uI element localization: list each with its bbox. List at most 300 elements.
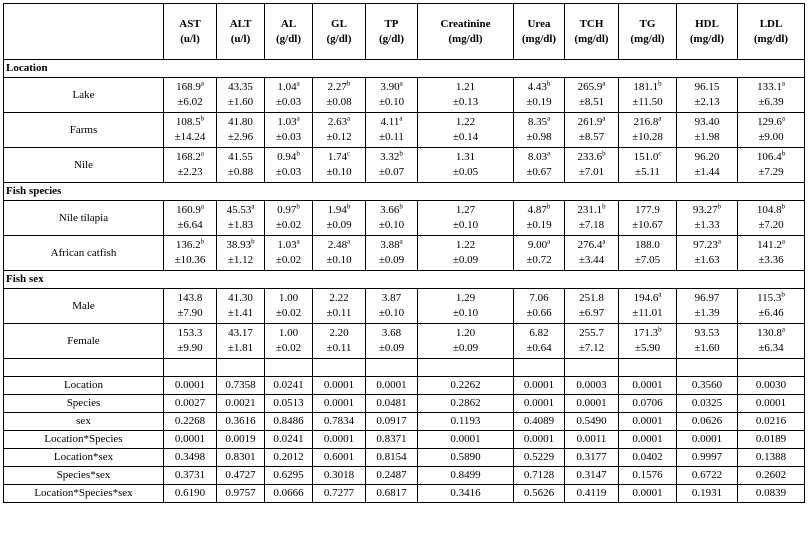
- mean-value: 96.97: [694, 292, 720, 304]
- row-label: Female: [4, 324, 164, 359]
- pvalue-cell: 0.8486: [265, 413, 313, 431]
- mean-se-cell: [366, 113, 418, 148]
- pvalue-cell: 0.0001: [366, 377, 418, 395]
- mean-value: 43.35: [228, 81, 253, 93]
- standard-error: ±9.00: [758, 131, 784, 143]
- mean-se-cell: [217, 148, 265, 183]
- mean-value: 38.93$^b$: [226, 237, 255, 251]
- table-row: [4, 236, 805, 271]
- column-header: [677, 4, 738, 60]
- significance-letter: b: [658, 79, 662, 88]
- column-unit: (u/l): [230, 32, 251, 45]
- mean-se-cell: [366, 289, 418, 324]
- pvalue-cell: 0.0019: [217, 431, 265, 449]
- mean-se-cell: [164, 113, 217, 148]
- pvalue-cell: 0.3498: [164, 449, 217, 467]
- mean-se-cell: [217, 78, 265, 113]
- pvalue-cell: 0.5229: [514, 449, 565, 467]
- mean-value: 41.55: [228, 151, 253, 163]
- standard-error: ±0.88: [227, 166, 254, 178]
- column-unit: (mg/dl): [448, 32, 483, 45]
- standard-error: ±0.05: [452, 166, 479, 178]
- mean-value: 8.03$^a$: [527, 149, 551, 163]
- significance-letter: a: [296, 114, 300, 123]
- empty-cell: [217, 359, 265, 377]
- significance-letter: a: [547, 149, 551, 158]
- mean-se-cell: [738, 201, 805, 236]
- significance-letter: b: [781, 149, 786, 158]
- standard-error: ±0.03: [275, 96, 302, 108]
- significance-letter: a: [399, 79, 403, 88]
- standard-error: ±0.09: [378, 254, 405, 266]
- mean-se-cell: [265, 113, 313, 148]
- standard-error: ±1.98: [694, 131, 720, 143]
- mean-value: 136.2$^b$: [175, 237, 205, 251]
- significance-letter: b: [546, 79, 551, 88]
- table-row: [4, 148, 805, 183]
- pvalue-cell: 0.3416: [418, 485, 514, 503]
- mean-se-cell: [619, 324, 677, 359]
- pvalue-row: [4, 449, 805, 467]
- standard-error: ±6.46: [758, 307, 784, 319]
- standard-error: ±0.08: [326, 96, 352, 108]
- standard-error: ±0.10: [378, 307, 405, 319]
- pvalue-cell: 0.8499: [418, 467, 514, 485]
- standard-error: ±0.11: [326, 342, 352, 354]
- column-name: AST: [179, 17, 201, 30]
- standard-error: ±7.90: [177, 307, 203, 319]
- pvalue-cell: 0.2602: [738, 467, 805, 485]
- column-header: [619, 4, 677, 60]
- table-body: [4, 60, 805, 503]
- pvalue-cell: 0.0216: [738, 413, 805, 431]
- mean-se-cell: [418, 113, 514, 148]
- pvalue-cell: 0.2012: [265, 449, 313, 467]
- mean-se-cell: [514, 78, 565, 113]
- pvalue-cell: 0.0241: [265, 377, 313, 395]
- standard-error: ±0.19: [526, 96, 552, 108]
- column-name: LDL: [759, 17, 783, 30]
- mean-value: 171.3$^b$: [633, 325, 662, 339]
- column-header: [366, 4, 418, 60]
- table-row: [4, 201, 805, 236]
- significance-letter: a: [717, 237, 721, 246]
- mean-value: 177.9: [635, 204, 660, 216]
- header-row: [4, 4, 805, 60]
- pvalue-cell: 0.4089: [514, 413, 565, 431]
- mean-se-cell: [217, 113, 265, 148]
- mean-se-cell: [738, 289, 805, 324]
- standard-error: ±8.57: [578, 131, 605, 143]
- mean-value: 97.23$^a$: [693, 237, 721, 251]
- column-name: GL: [331, 17, 347, 30]
- standard-error: ±1.33: [694, 219, 720, 231]
- row-label: Nile: [4, 148, 164, 183]
- standard-error: ±7.20: [758, 219, 784, 231]
- mean-value: 2.63$^a$: [327, 114, 351, 128]
- standard-error: ±1.44: [694, 166, 720, 178]
- pvalue-cell: 0.0001: [514, 431, 565, 449]
- standard-error: ±7.29: [758, 166, 784, 178]
- mean-se-cell: [565, 324, 619, 359]
- mean-value: 1.94$^b$: [327, 202, 351, 216]
- column-name: ALT: [229, 17, 252, 30]
- standard-error: ±5.90: [634, 342, 661, 354]
- mean-se-cell: [164, 148, 217, 183]
- mean-se-cell: [619, 201, 677, 236]
- significance-letter: b: [546, 202, 551, 211]
- mean-se-cell: [313, 201, 366, 236]
- significance-letter: b: [658, 325, 662, 334]
- pvalue-cell: 0.3560: [677, 377, 738, 395]
- mean-value: 276.4$^a$: [577, 237, 606, 251]
- spacer-row: [4, 359, 805, 377]
- mean-value: 3.90$^a$: [380, 79, 403, 93]
- mean-se-cell: [418, 236, 514, 271]
- pvalue-cell: 0.2862: [418, 395, 514, 413]
- standard-error: ±0.10: [326, 166, 352, 178]
- standard-error: ±0.10: [326, 254, 352, 266]
- column-unit: (mg/dl): [521, 32, 557, 45]
- mean-value: 231.1$^b$: [577, 202, 606, 216]
- mean-se-cell: [619, 148, 677, 183]
- mean-se-cell: [514, 148, 565, 183]
- significance-letter: b: [399, 202, 403, 211]
- standard-error: ±0.10: [452, 307, 479, 319]
- mean-se-cell: [217, 289, 265, 324]
- mean-value: 168.2$^a$: [176, 149, 204, 163]
- significance-letter: b: [602, 202, 606, 211]
- empty-cell: [514, 359, 565, 377]
- standard-error: ±1.60: [227, 96, 254, 108]
- pvalue-cell: 0.5626: [514, 485, 565, 503]
- mean-se-cell: [677, 236, 738, 271]
- mean-se-cell: [418, 289, 514, 324]
- standard-error: ±11.50: [632, 96, 663, 108]
- mean-se-cell: [677, 324, 738, 359]
- mean-se-cell: [366, 148, 418, 183]
- empty-cell: [677, 359, 738, 377]
- mean-se-cell: [265, 236, 313, 271]
- mean-se-cell: [677, 201, 738, 236]
- pvalue-cell: 0.0001: [619, 377, 677, 395]
- mean-se-cell: [677, 148, 738, 183]
- pvalue-cell: 0.7277: [313, 485, 366, 503]
- mean-se-cell: [418, 78, 514, 113]
- mean-se-cell: [164, 289, 217, 324]
- pvalue-cell: 0.2268: [164, 413, 217, 431]
- significance-letter: a: [200, 79, 204, 88]
- pvalue-cell: 0.0513: [265, 395, 313, 413]
- column-unit: (mg/dl): [753, 32, 789, 45]
- pvalue-cell: 0.4727: [217, 467, 265, 485]
- mean-se-cell: [366, 78, 418, 113]
- significance-letter: a: [200, 149, 204, 158]
- mean-se-cell: [514, 324, 565, 359]
- standard-error: ±0.11: [379, 131, 404, 143]
- mean-value: 41.30: [228, 292, 253, 304]
- pvalue-cell: 0.0001: [313, 395, 366, 413]
- significance-letter: b: [399, 149, 403, 158]
- mean-value: 130.8$^a$: [757, 325, 785, 339]
- mean-value: 106.4$^b$: [756, 149, 786, 163]
- pvalue-cell: 0.0001: [418, 431, 514, 449]
- pvalue-cell: 0.0402: [619, 449, 677, 467]
- column-header: [418, 4, 514, 60]
- significance-letter: b: [346, 79, 351, 88]
- mean-value: 168.9$^a$: [176, 79, 204, 93]
- column-unit: (u/l): [180, 32, 200, 45]
- significance-letter: b: [296, 149, 300, 158]
- mean-value: 255.7: [579, 327, 604, 339]
- pvalue-row: [4, 395, 805, 413]
- mean-se-cell: [619, 289, 677, 324]
- pvalue-cell: 0.5890: [418, 449, 514, 467]
- mean-value: 233.6$^b$: [577, 149, 606, 163]
- mean-value: 1.22: [455, 116, 476, 128]
- mean-value: 2.48$^a$: [327, 237, 351, 251]
- mean-value: 104.8$^b$: [756, 202, 786, 216]
- column-name: TCH: [579, 17, 604, 30]
- pvalue-cell: 0.0001: [619, 413, 677, 431]
- table-row: [4, 113, 805, 148]
- significance-letter: a: [399, 237, 403, 246]
- standard-error: ±0.09: [378, 342, 405, 354]
- column-unit: (mg/dl): [574, 32, 609, 45]
- mean-se-cell: [565, 201, 619, 236]
- standard-error: ±0.67: [526, 166, 552, 178]
- mean-value: 8.35$^a$: [527, 114, 551, 128]
- empty-cell: [265, 359, 313, 377]
- effect-label: Species*sex: [4, 467, 164, 485]
- standard-error: ±0.03: [275, 131, 302, 143]
- significance-letter: b: [296, 202, 300, 211]
- empty-cell: [366, 359, 418, 377]
- mean-value: 93.53: [694, 327, 720, 339]
- pvalue-cell: 0.0003: [565, 377, 619, 395]
- pvalue-row: [4, 485, 805, 503]
- mean-value: 3.32$^b$: [380, 149, 403, 163]
- section-header-row: [4, 183, 805, 201]
- standard-error: ±0.02: [275, 254, 302, 266]
- mean-se-cell: [217, 236, 265, 271]
- pvalue-cell: 0.4119: [565, 485, 619, 503]
- empty-cell: [164, 359, 217, 377]
- standard-error: ±7.01: [578, 166, 605, 178]
- mean-value: 1.00: [278, 292, 299, 304]
- pvalue-cell: 0.1576: [619, 467, 677, 485]
- mean-value: 96.20: [694, 151, 720, 163]
- column-header: [738, 4, 805, 60]
- mean-value: 188.0: [635, 239, 660, 251]
- mean-value: 143.8: [177, 292, 203, 304]
- mean-se-cell: [565, 78, 619, 113]
- standard-error: ±0.72: [526, 254, 552, 266]
- standard-error: ±0.19: [526, 219, 552, 231]
- mean-value: 261.9$^a$: [577, 114, 606, 128]
- mean-se-cell: [313, 236, 366, 271]
- column-name: TG: [639, 17, 656, 30]
- mean-value: 3.87: [381, 292, 402, 304]
- pvalue-cell: 0.0325: [677, 395, 738, 413]
- mean-value: 251.8: [579, 292, 604, 304]
- pvalue-cell: 0.6722: [677, 467, 738, 485]
- standard-error: ±0.14: [452, 131, 479, 143]
- pvalue-cell: 0.0001: [738, 395, 805, 413]
- significance-letter: a: [781, 79, 785, 88]
- significance-letter: a: [781, 237, 785, 246]
- mean-value: 1.03$^a$: [277, 114, 300, 128]
- pvalue-cell: 0.3177: [565, 449, 619, 467]
- mean-value: 7.06: [529, 292, 549, 304]
- mean-se-cell: [418, 148, 514, 183]
- standard-error: ±1.39: [694, 307, 720, 319]
- empty-cell: [565, 359, 619, 377]
- standard-error: ±1.60: [694, 342, 720, 354]
- standard-error: ±0.02: [275, 307, 302, 319]
- column-header: [164, 4, 217, 60]
- mean-value: 1.00: [278, 327, 299, 339]
- mean-value: 129.6$^a$: [757, 114, 785, 128]
- pvalue-cell: 0.5490: [565, 413, 619, 431]
- significance-letter: a: [547, 114, 551, 123]
- mean-value: 0.97$^b$: [277, 202, 300, 216]
- significance-letter: a: [296, 237, 300, 246]
- significance-letter: a: [200, 202, 204, 211]
- mean-se-cell: [164, 78, 217, 113]
- mean-se-cell: [265, 148, 313, 183]
- column-unit: (g/dl): [378, 32, 405, 45]
- standard-error: ±1.41: [227, 307, 254, 319]
- mean-se-cell: [313, 78, 366, 113]
- significance-letter: a: [399, 114, 403, 123]
- pvalue-cell: 0.6001: [313, 449, 366, 467]
- mean-value: 1.27: [455, 204, 476, 216]
- pvalue-cell: 0.0001: [619, 485, 677, 503]
- standard-error: ±0.12: [326, 131, 352, 143]
- pvalue-cell: 0.2262: [418, 377, 514, 395]
- mean-se-cell: [265, 324, 313, 359]
- significance-letter: b: [200, 237, 205, 246]
- mean-value: 4.87$^b$: [527, 202, 551, 216]
- pvalue-cell: 0.0021: [217, 395, 265, 413]
- pvalue-cell: 0.0001: [164, 377, 217, 395]
- effect-label: Location*Species: [4, 431, 164, 449]
- pvalue-cell: 0.1388: [738, 449, 805, 467]
- mean-value: 3.66$^b$: [380, 202, 403, 216]
- significance-letter: a: [347, 114, 351, 123]
- pvalue-cell: 0.0189: [738, 431, 805, 449]
- pvalue-row: [4, 431, 805, 449]
- mean-se-cell: [265, 289, 313, 324]
- standard-error: ±0.10: [378, 219, 405, 231]
- significance-letter: a: [602, 79, 606, 88]
- significance-letter: a: [251, 202, 255, 211]
- section-header-row: [4, 60, 805, 78]
- mean-se-cell: [619, 78, 677, 113]
- column-name: Creatinine: [440, 17, 491, 30]
- column-header: [565, 4, 619, 60]
- standard-error: ±1.83: [227, 219, 254, 231]
- mean-value: 133.1$^a$: [757, 79, 785, 93]
- mean-se-cell: [164, 201, 217, 236]
- effect-label: Location: [4, 377, 164, 395]
- pvalue-cell: 0.0030: [738, 377, 805, 395]
- significance-letter: a: [602, 237, 606, 246]
- mean-value: 1.20: [455, 327, 476, 339]
- mean-value: 115.3$^b$: [757, 290, 785, 304]
- standard-error: ±5.11: [635, 166, 660, 178]
- column-name: HDL: [695, 17, 719, 30]
- mean-se-cell: [514, 201, 565, 236]
- mean-se-cell: [677, 289, 738, 324]
- mean-value: 265.9$^a$: [577, 79, 606, 93]
- standard-error: ±6.34: [758, 342, 784, 354]
- mean-value: 1.21: [455, 81, 476, 93]
- significance-letter: c: [658, 149, 662, 158]
- pvalue-row: [4, 413, 805, 431]
- standard-error: ±6.64: [177, 219, 203, 231]
- mean-value: 93.40: [694, 116, 720, 128]
- row-label: Farms: [4, 113, 164, 148]
- mean-se-cell: [565, 148, 619, 183]
- pvalue-cell: 0.0001: [619, 431, 677, 449]
- mean-value: 93.27$^b$: [692, 202, 722, 216]
- pvalue-cell: 0.9757: [217, 485, 265, 503]
- biochemistry-results-table: [3, 3, 805, 503]
- mean-value: 2.27$^b$: [327, 79, 351, 93]
- mean-se-cell: [164, 236, 217, 271]
- column-header: [313, 4, 366, 60]
- section-title: Fish species: [4, 183, 805, 201]
- mean-value: 160.9$^a$: [176, 202, 204, 216]
- empty-cell: [4, 359, 164, 377]
- mean-se-cell: [738, 236, 805, 271]
- pvalue-cell: 0.9997: [677, 449, 738, 467]
- standard-error: ±0.09: [452, 342, 479, 354]
- effect-label: Location*Species*sex: [4, 485, 164, 503]
- mean-se-cell: [565, 289, 619, 324]
- mean-value: 0.94$^b$: [277, 149, 300, 163]
- empty-cell: [619, 359, 677, 377]
- standard-error: ±7.05: [634, 254, 661, 266]
- table-row: [4, 289, 805, 324]
- pvalue-cell: 0.6817: [366, 485, 418, 503]
- column-name: Urea: [527, 17, 551, 30]
- mean-value: 153.3: [177, 327, 203, 339]
- mean-se-cell: [738, 324, 805, 359]
- pvalue-cell: 0.0001: [313, 431, 366, 449]
- mean-se-cell: [265, 78, 313, 113]
- mean-se-cell: [738, 78, 805, 113]
- mean-value: 1.31: [455, 151, 476, 163]
- pvalue-cell: 0.3147: [565, 467, 619, 485]
- standard-error: ±7.12: [578, 342, 605, 354]
- standard-error: ±0.10: [378, 96, 405, 108]
- standard-error: ±0.13: [452, 96, 479, 108]
- mean-value: 1.03$^a$: [277, 237, 300, 251]
- mean-value: 181.1$^b$: [633, 79, 662, 93]
- section-title: Fish sex: [4, 271, 805, 289]
- mean-value: 43.17: [228, 327, 253, 339]
- standard-error: ±6.97: [578, 307, 605, 319]
- mean-se-cell: [164, 324, 217, 359]
- pvalue-row: [4, 377, 805, 395]
- mean-value: 141.2$^a$: [757, 237, 785, 251]
- column-header: [217, 4, 265, 60]
- pvalue-cell: 0.0001: [565, 395, 619, 413]
- mean-se-cell: [565, 236, 619, 271]
